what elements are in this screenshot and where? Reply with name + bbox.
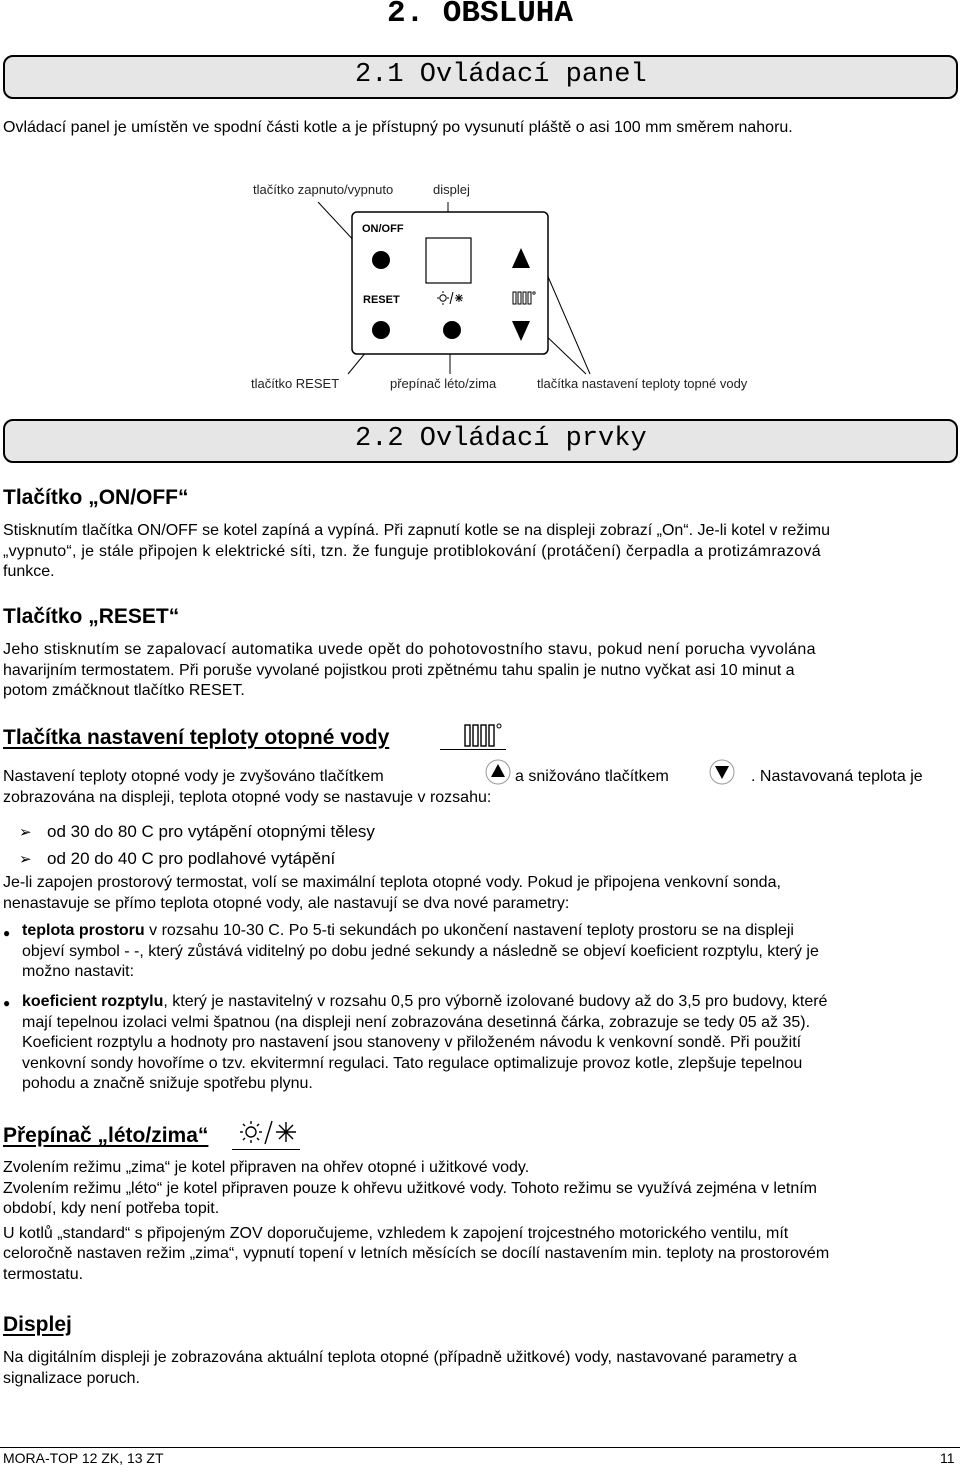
section-title-2-1: 2.1 Ovládací panel [355,60,647,90]
temp-ranges-list [3,819,957,873]
onoff-button[interactable] [372,251,390,269]
range-item: ➢ od 20 do 40 C pro podlahové vytápění [19,849,336,868]
temp-up-icon [485,759,511,792]
heading-summer-winter: Přepínač „léto/zima“ [3,1124,209,1147]
reset-paragraph: Jeho stisknutím se zapalovací automatika uvede opět do pohotovostního stavu, pokud není porucha vyvolána havarijním termostatem. Při poruše vyvolané pojistkou proti zpětnému tahu spalin je nutno vyčkat asi 10 minut a potom zmáčknout tlačítko RESET. [3,641,816,699]
radiator-icon [512,291,536,305]
reset-button[interactable] [372,321,390,339]
display-paragraph: Na digitálním displeji je zobrazována aktuální teplota otopné (případně užitkové) vody, nastavované parametry a signalizace poruch. [3,1349,797,1387]
label-summer-winter: přepínač léto/zima [390,376,497,391]
page-number: 11 [940,1450,955,1466]
bullet-dot: ● [3,926,11,940]
label-temp-buttons: tlačítka nastavení teploty topné vody [537,376,748,391]
footer-model: MORA-TOP 12 ZK, 13 ZT [3,1450,164,1466]
heading-reset: Tlačítko „RESET“ [3,605,180,628]
label-onoff-button: tlačítko zapnuto/vypnuto [253,182,394,197]
bullet-coefficient: koeficient rozptylu, který je nastavitelný v rozsahu 0,5 pro výborně izolované budovy až do 3,5 pro budovy, které mají tepelnou izolaci velmi špatnou (na displeji není zobrazována desetinná čárka, zobrazuje se tedy 05 až 35). Koeficient rozptylu a hodnoty pro nastavení jsou stanoveny v přiloženém návodu k venkovní sondě. Při použití venkovní sondy hovoříme o tzv. ekvitermní regulaci. Tato regulace optimalizuje provoz kotle, zlepšuje tepelnou pohodu a značně snižuje spotřebu plynu. [22,993,828,1092]
label-display: displej [433,182,470,197]
temp-down-icon [709,759,735,792]
sun-snowflake-icon [437,290,463,306]
temp-down-button[interactable] [512,321,530,341]
radiator-icon [464,722,504,748]
summer-winter-button[interactable] [443,321,461,339]
panel-label-onoff: ON/OFF [362,223,404,235]
label-reset-button: tlačítko RESET [251,376,340,391]
intro-paragraph: Ovládací panel je umístěn ve spodní části kotle a je přístupný po vysunutí pláště o asi 100 mm směrem nahoru. [3,119,793,136]
control-panel-diagram [0,0,960,420]
footer-rule [0,1447,960,1448]
heading-underline-ext [440,749,506,750]
temp-paragraph: Nastavení teploty otopné vody je zvyšováno tlačítkem a snižováno tlačítkem . Nastavovaná teplota je zobrazována na displeji, teplota otopné vody se nastavuje v rozsahu: [3,767,957,808]
bullet-dot: ● [3,996,11,1010]
heading-display: Displej [3,1313,72,1336]
chapter-title: 2. OBSLUHA [386,0,574,31]
range-item: ➢ od 30 do 80 C pro vytápění otopnými tělesy [19,822,375,841]
temp-up-button[interactable] [512,248,530,268]
section-title-2-2: 2.2 Ovládací prvky [355,424,647,454]
sun-snowflake-icon [240,1118,300,1148]
heading-underline-ext [232,1149,300,1150]
bullet-room-temp: teplota prostoru v rozsahu 10-30 C. Po 5-ti sekundách po ukončení nastavení teploty prostoru se na displeji objeví symbol - -, který zůstává viditelný po dobu jedné sekundy a následně se objeví koeficient rozptylu, který je možno nastavit: [22,922,819,980]
onoff-paragraph: Stisknutím tlačítka ON/OFF se kotel zapíná a vypíná. Při zapnutí kotle se na displeji zobrazí „On“. Je-li kotel v režimu „vypnuto“, je stále připojen k elektrické síti, tzn. že funguje protiblokování (protáčení) čerpadla a protizámrazová funkce. [3,522,830,580]
summer-winter-paragraph: Zvolením režimu „zima“ je kotel připraven na ohřev otopné i užitkové vody. Zvolením režimu „léto“ je kotel připraven pouze k ohřevu užitkové vody. Tohoto režimu se využívá zejména v letním období, kdy není potřeba topit. U kotlů „standard“ s připojeným ZOV doporučujeme, vzhledem k zapojení trojcestného motorického ventilu, mít celoročně nastaven režim „zima“, vypnutí topení v letních měsících se docílí nastavením min. teploty na prostorovém termostatu. [3,1159,830,1283]
heading-onoff: Tlačítko „ON/OFF“ [3,486,189,509]
outdoor-sensor-paragraph: Je-li zapojen prostorový termostat, volí se maximální teplota otopné vody. Pokud je připojena venkovní sonda, nenastavuje se přímo teplota otopné vody, ale nastavují se dva nové parametry: [3,874,781,912]
panel-label-reset: RESET [363,294,400,306]
heading-temp-buttons: Tlačítka nastavení teploty otopné vody [3,726,390,749]
